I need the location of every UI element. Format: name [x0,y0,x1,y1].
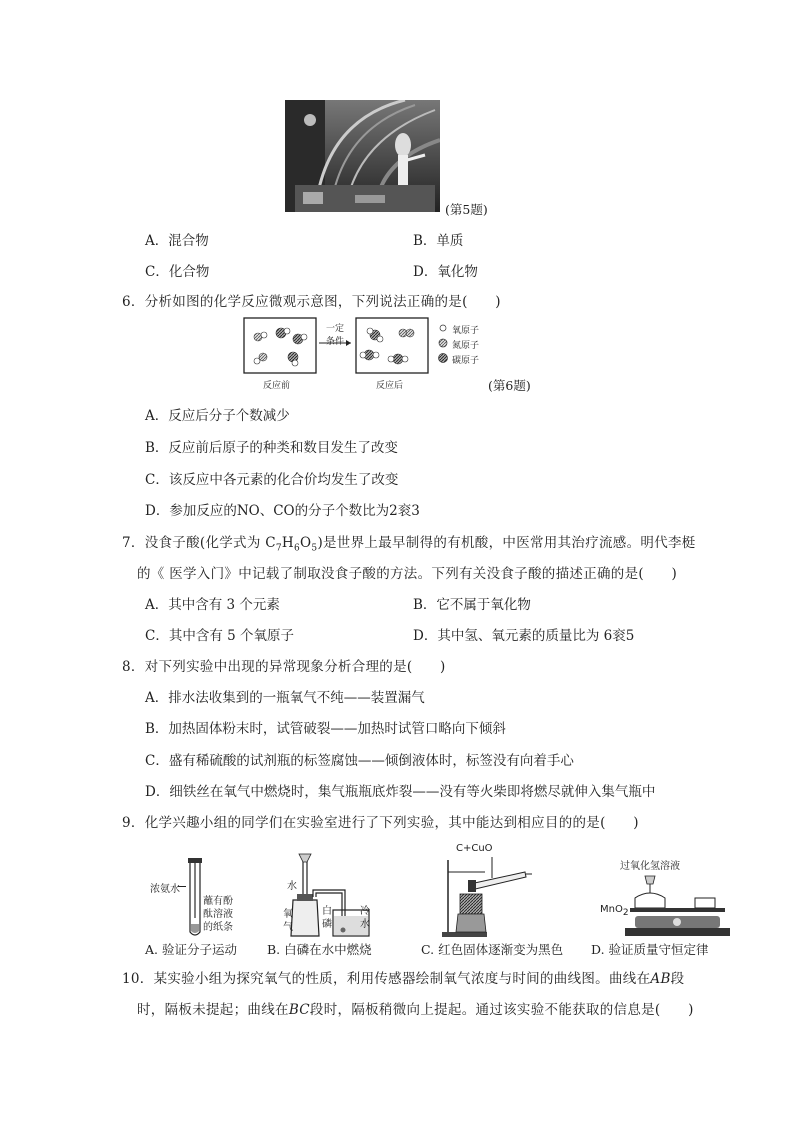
q6-legend-nitrogen: 氮原子 [452,341,480,351]
q9-fig-a-label-phenol: 酞溶液 [203,909,233,920]
q9-fig-b-label-oxygen1: 氧 [283,909,293,920]
q6-box-before-label: 反应前 [263,381,291,391]
q6-legend-oxygen: 氧原子 [452,326,480,336]
question-5-photo [285,100,440,212]
q6-option-c[interactable]: C．该反应中各元素的化合价均发生了改变 [145,472,399,488]
q7-option-d[interactable]: D．其中氢、氧元素的质量比为 6衮5 [413,628,635,644]
q9-fig-d-mno2: MnO$_2$ [600,904,629,918]
q5-option-c[interactable]: C．化合物 [145,264,210,280]
question-6-caption: (第6题) [488,378,531,393]
question-6-stem: 6．分析如图的化学反应微观示意图，下列说法正确的是( ) [122,294,501,310]
q6-option-b[interactable]: B．反应前后原子的种类和数目发生了改变 [145,440,398,456]
q5-option-b[interactable]: B．单质 [413,233,464,249]
q9-fig-b-label-cold2: 水 [360,919,370,930]
q9-fig-b-label-white1: 白 [322,906,332,917]
question-5-caption: (第5题) [445,202,488,217]
q8-option-c[interactable]: C．盛有稀硫酸的试剂瓶的标签腐蚀——倾倒液体时，标签没有向着手心 [145,753,574,769]
q7-option-c[interactable]: C．其中含有 5 个氧原子 [145,628,295,644]
q5-option-a[interactable]: A．混合物 [145,233,209,249]
q9-fig-a-pointer [178,886,186,887]
q7-option-b[interactable]: B．它不属于氧化物 [413,597,531,613]
question-9-stem: 9．化学兴趣小组的同学们在实验室进行了下列实验，其中能达到相应目的的是( ) [122,815,639,831]
q6-box-after-label: 反应后 [376,381,404,391]
q6-legend-carbon: 碳原子 [452,356,480,366]
q5-option-d[interactable]: D．氧化物 [413,264,478,280]
question-7-stem-line1: 7．没食子酸(化学式为 $C_7H_6O_5$)是世界上最早制得的有机酸，中医常用其治疗流感。明代李梃 [122,535,696,554]
q9-figure-c [440,852,540,938]
q8-option-b[interactable]: B．加热固体粉末时，试管破裂——加热时试管口略向下倾斜 [145,721,506,737]
question-7-stem-line2: 的《 医学入门》中记载了制取没食子酸的方法。下列有关没食子酸的描述正确的是( ) [137,566,678,582]
q9-caption-a[interactable]: A. 验证分子运动 [145,942,237,957]
q9-fig-b-label-cold1: 冷 [360,906,370,917]
q8-option-a[interactable]: A．排水法收集到的一瓶氧气不纯——装置漏气 [145,690,425,706]
q9-fig-d-label: 过氧化氢溶液 [620,861,680,872]
q9-fig-a-label-dipped: 蘸有酚 [203,896,233,907]
question-8-stem: 8．对下列实验中出现的异常现象分析合理的是( ) [122,659,446,675]
q9-fig-b-label-oxygen2: 气 [283,922,293,933]
q6-option-d[interactable]: D．参加反应的NO、CO的分子个数比为2衮3 [145,503,420,519]
q6-option-a[interactable]: A．反应后分子个数减少 [145,408,290,424]
q9-fig-a-label-ammonia: 浓氨水 [150,884,180,895]
q9-caption-c[interactable]: C. 红色固体逐渐变为黑色 [421,942,564,957]
q7-option-a[interactable]: A．其中含有 3 个元素 [145,597,280,613]
q8-option-d[interactable]: D．细铁丝在氧气中燃烧时，集气瓶瓶底炸裂——没有等火柴即将燃尽就伸入集气瓶中 [145,784,656,800]
q9-fig-b-label-white2: 磷 [322,919,332,930]
q9-figure-d [620,868,735,938]
q9-fig-b-label-water: 水 [287,881,297,892]
q9-caption-b[interactable]: B. 白磷在水中燃烧 [267,942,372,957]
question-10-stem-line1: 10．某实验小组为探究氧气的性质，利用传感器绘制氧气浓度与时间的曲线图。曲线在AB段 [122,971,685,987]
q6-arrow-bottom: 条件 [326,337,345,347]
q9-fig-c-label: C+CuO [456,843,493,854]
question-10-stem-line2: 时，隔板未提起；曲线在BC段时，隔板稍微向上提起。通过该实验不能获取的信息是( ) [137,1002,694,1018]
q9-caption-d[interactable]: D. 验证质量守恒定律 [591,942,709,957]
q9-fig-a-label-strip: 的纸条 [203,922,233,933]
q6-arrow-top: 一定 [326,324,345,334]
